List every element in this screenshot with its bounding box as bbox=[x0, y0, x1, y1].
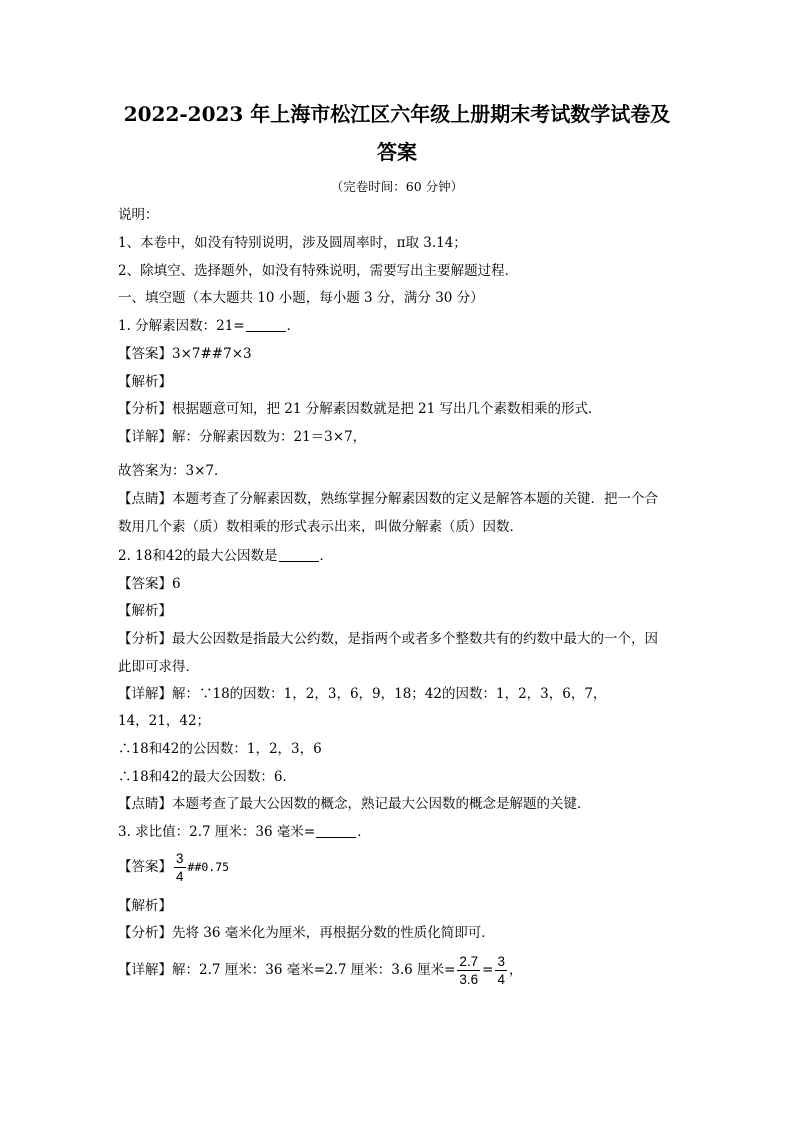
question-3-detail-text: 【详解】解：2.7 厘米：36 毫米=2.7 厘米：3.6 厘米= bbox=[118, 962, 456, 978]
answer-label: 【答案】 bbox=[118, 859, 172, 875]
question-2-comment: 【点睛】本题考查了最大公因数的概念，熟记最大公因数的概念是解题的关键． bbox=[118, 796, 591, 812]
question-3-stem: 3. 求比值：2.7 厘米：36 毫米= bbox=[118, 824, 316, 840]
question-2-answer: 【答案】6 bbox=[118, 576, 181, 592]
answer-blank bbox=[279, 547, 319, 562]
question-1-stem: 1. 分解素因数：21= bbox=[118, 318, 245, 334]
notes-heading: 说明： bbox=[118, 207, 159, 223]
fraction-denominator: 4 bbox=[176, 869, 184, 884]
question-1-end: ． bbox=[286, 318, 301, 334]
question-2-greatest-factor: ∴18和42的最大公因数：6． bbox=[118, 769, 296, 785]
question-2-stem: 2. 18和42的最大公因数是 bbox=[118, 548, 278, 564]
fraction-denominator: 4 bbox=[497, 972, 505, 987]
question-3 bbox=[118, 821, 683, 843]
fraction-numerator: 3 bbox=[176, 851, 184, 866]
answer-blank bbox=[316, 823, 356, 838]
question-2-analysis-line2: 此即可求得． bbox=[118, 659, 199, 675]
trailing-comma: ， bbox=[508, 962, 523, 978]
equals-sign: = bbox=[482, 962, 494, 978]
question-3-answer bbox=[118, 849, 683, 885]
note-1: 1、本卷中，如没有特别说明，涉及圆周率时，π取 3.14； bbox=[118, 235, 467, 251]
question-2-common-factors: ∴18和42的公因数：1，2，3，6 bbox=[118, 741, 322, 757]
question-2-end: ． bbox=[319, 548, 334, 564]
question-1-answer: 【答案】3×7##7×3 bbox=[118, 346, 252, 362]
question-3-jiexi: 【解析】 bbox=[118, 898, 172, 914]
fraction-2 bbox=[495, 953, 507, 988]
question-2-analysis-line1: 【分析】最大公因数是指最大公约数，是指两个或者多个整数共有的约数中最大的一个，因 bbox=[118, 631, 658, 647]
question-1 bbox=[118, 315, 683, 337]
question-2 bbox=[118, 545, 683, 567]
question-3-detail bbox=[118, 952, 683, 988]
question-1-comment-line1: 【点睛】本题考查了分解素因数，熟练掌握分解素因数的定义是解答本题的关键．把一个合 bbox=[118, 491, 658, 507]
answer-alternative: ##0.75 bbox=[187, 860, 230, 874]
section-heading: 一、填空题（本大题共 10 小题，每小题 3 分，满分 30 分） bbox=[118, 290, 484, 306]
question-2-detail-line2: 14，21，42； bbox=[118, 713, 211, 729]
question-3-analysis: 【分析】先将 36 毫米化为厘米，再根据分数的性质化简即可． bbox=[118, 925, 495, 941]
question-1-analysis: 【分析】根据题意可知，把 21 分解素因数就是把 21 写出几个素数相乘的形式． bbox=[118, 401, 602, 417]
question-1-jiexi: 【解析】 bbox=[118, 374, 172, 390]
fraction-denominator: 3.6 bbox=[459, 972, 479, 987]
time-limit: （完卷时间：60 分钟） bbox=[330, 179, 464, 194]
question-1-comment-line2: 数用几个素（质）数相乘的形式表示出来，叫做分解素（质）因数． bbox=[118, 519, 523, 535]
fraction-numerator: 3 bbox=[497, 954, 505, 969]
question-1-detail: 【详解】解：分解素因数为：21＝3×7， bbox=[118, 429, 367, 445]
question-1-conclusion: 故答案为：3×7． bbox=[118, 463, 228, 479]
question-2-detail-line1: 【详解】解：∵18的因数：1，2，3，6，9，18；42的因数：1，2，3，6，7， bbox=[118, 686, 607, 702]
answer-fraction bbox=[174, 850, 186, 885]
exam-title-continued: 答案 bbox=[377, 140, 417, 164]
question-3-end: ． bbox=[357, 824, 371, 840]
fraction-numerator: 2.7 bbox=[459, 954, 479, 969]
note-2: 2、除填空、选择题外，如没有特殊说明，需要写出主要解题过程． bbox=[118, 263, 519, 279]
exam-title: 2022-2023 年上海市松江区六年级上册期末考试数学试卷及 bbox=[123, 102, 671, 126]
fraction-1 bbox=[457, 953, 480, 988]
answer-blank bbox=[246, 317, 286, 332]
question-2-jiexi: 【解析】 bbox=[118, 603, 172, 619]
